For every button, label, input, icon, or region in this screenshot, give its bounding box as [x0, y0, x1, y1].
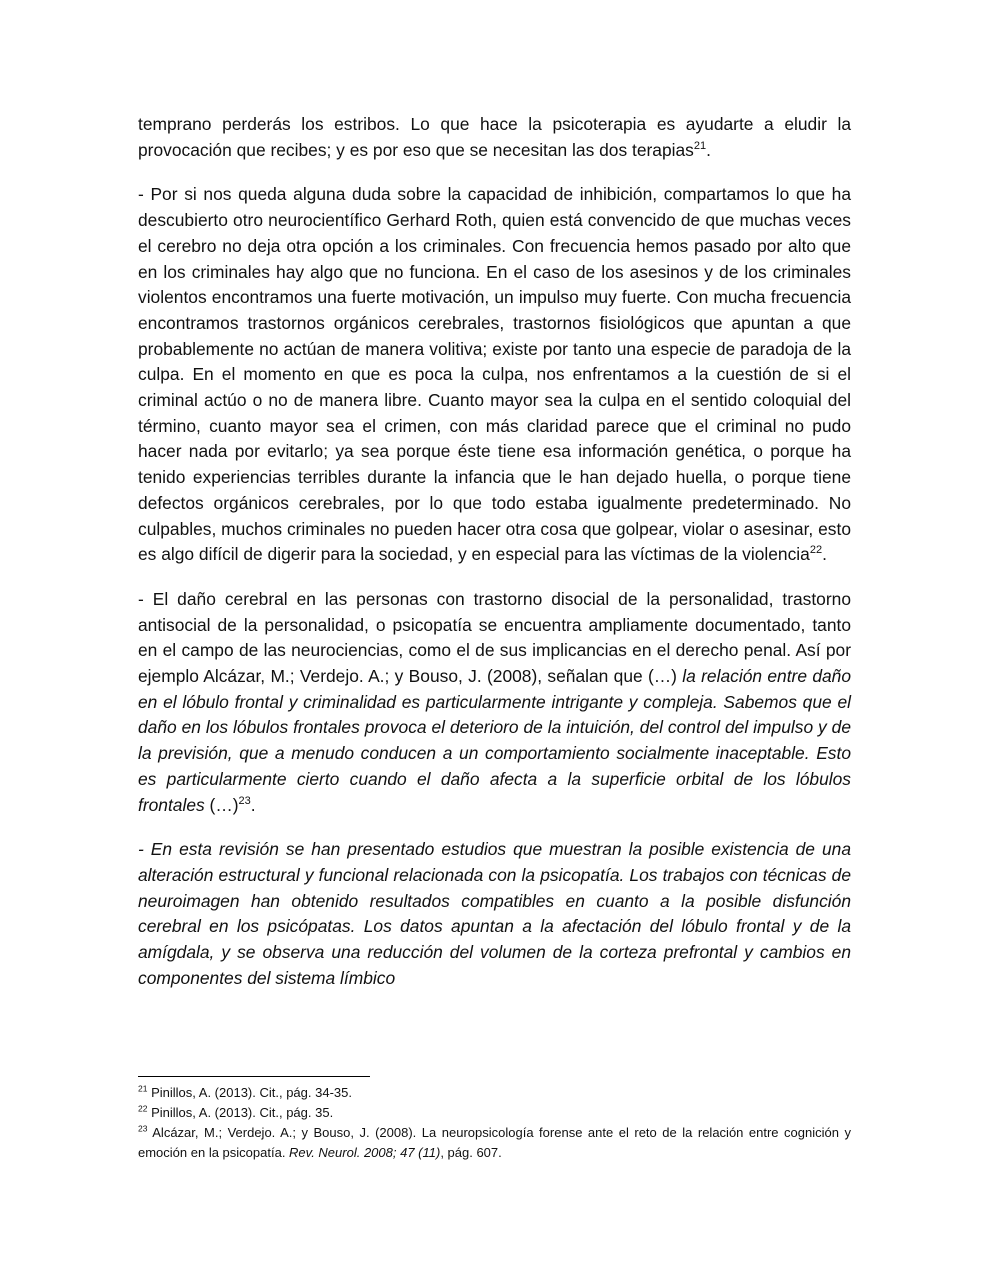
paragraph-3-tail: (…) — [204, 794, 239, 815]
paragraph-3-text: - El daño cerebral en las personas con trastorno disocial de la personalidad, trastorno antisocial de la personalidad, o psicopatía se encuentra ampliamente documentado, tanto en el campo de las neurociencias, como el de sus implicancias en el derecho penal. Así por ejemplo Alcázar, M.; Verdejo. A.; y Bouso, J. (2008), señalan que (…) — [138, 588, 851, 687]
footnote-journal: Rev. Neurol. 2008; 47 (11) — [289, 1145, 441, 1160]
footnote-21 — [138, 1083, 851, 1103]
footnote-22 — [138, 1103, 851, 1123]
paragraph-1-text: temprano perderás los estribos. Lo que hace la psicoterapia es ayudarte a eludir la provocación que recibes; y es por eso que se necesitan las dos terapias — [138, 114, 851, 160]
paragraph-4 — [138, 837, 851, 991]
footnote-ref-21[interactable]: 21 — [693, 139, 707, 152]
footnote-ref-23[interactable]: 23 — [238, 794, 251, 807]
footnote-number: 21 — [138, 1083, 148, 1094]
footnote-23 — [138, 1123, 851, 1163]
footnote-number: 22 — [138, 1103, 148, 1114]
document-body — [138, 112, 851, 1011]
paragraph-3-end: . — [250, 794, 256, 815]
paragraph-4-text: - En esta revisión se han presentado estudios que muestran la posible existencia de una alteración estructural y funcional relacionada con la psicopatía. Los trabajos con técnicas de neuroimagen han obtenido resultados compatibles en cuanto a la posible disfunción cerebral en los psicópatas. Los datos apuntan a la afectación del lóbulo frontal y de la amígdala, y se observa una reducción del volumen de la corteza prefrontal y cambios en componentes del sistema límbico — [138, 839, 851, 988]
footnote-text: Alcázar, M.; Verdejo. A.; y Bouso, J. (2008). La neuropsicología forense ante el reto de la relación entre cognición y emoción en la psicopatía. — [138, 1125, 851, 1160]
footnote-tail: , pág. 607. — [440, 1145, 502, 1160]
paragraph-3 — [138, 587, 851, 818]
paragraph-1-end: . — [706, 139, 711, 160]
paragraph-3-quote: la relación entre daño en el lóbulo frontal y criminalidad es particularmente intrigante y compleja. Sabemos que el daño en los lóbulos frontales provoca el deterioro de la intuición, del control del impulso y de la previsión, que a menudo conducen a un comportamiento socialmente inaceptable. Esto es particularmente cierto cuando el daño afecta a la superficie orbital de los lóbulos frontales — [138, 666, 852, 815]
paragraph-1 — [138, 112, 851, 163]
footnote-ref-22[interactable]: 22 — [809, 544, 823, 557]
footnote-text: Pinillos, A. (2013). Cit., pág. 35. — [151, 1105, 334, 1120]
footnote-number: 23 — [138, 1123, 148, 1134]
paragraph-2 — [138, 182, 851, 568]
paragraph-2-text: - Por si nos queda alguna duda sobre la capacidad de inhibición, compartamos lo que ha descubierto otro neurocientífico Gerhard Roth, quien está convencido de que muchas veces el cerebro no deja otra opción a los criminales. Con frecuencia hemos pasado por alto que en los criminales hay algo que no funciona. En el caso de los asesinos y de los criminales violentos encontramos una fuerte motivación, un impulso muy fuerte. Con mucha frecuencia encontramos trastornos orgánicos cerebrales, trastornos fisiológicos que apuntan a que probablemente no actúan de manera volitiva; existe por tanto una especie de paradoja de la culpa. En el momento en que es poca la culpa, nos enfrentamos a la cuestión de si el criminal actúo o no de manera libre. Cuanto mayor sea la culpa en el sentido coloquial del término, cuanto mayor sea el crimen, con más claridad parece que el criminal no pudo hacer nada por evitarlo; ya sea porque éste tiene esa información genética, o porque ha tenido experiencias terribles durante la infancia que le han dejado huella, o porque tiene defectos orgánicos cerebrales, por lo que todo estaba igualmente predeterminado. No culpables, muchos criminales no pueden hacer otra cosa que golpear, violar o asesinar, esto es algo difícil de digerir para la sociedad, y en especial para las víctimas de la violencia — [138, 184, 851, 565]
footnote-text: Pinillos, A. (2013). Cit., pág. 34-35. — [151, 1085, 352, 1100]
footnote-separator — [138, 1076, 370, 1077]
footnotes — [138, 1076, 851, 1163]
paragraph-2-end: . — [822, 544, 827, 565]
